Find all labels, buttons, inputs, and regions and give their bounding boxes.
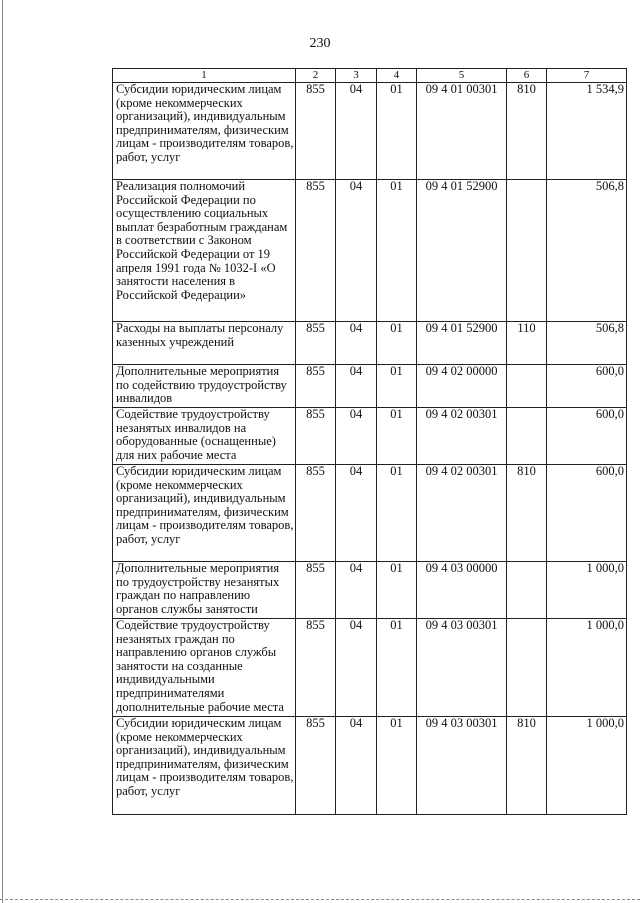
rz-cell: 04 <box>336 83 377 180</box>
gr-cell: 855 <box>296 619 336 717</box>
table-row <box>113 465 627 562</box>
pr-cell: 01 <box>377 83 417 180</box>
budget-table <box>112 68 627 815</box>
rz-cell: 04 <box>336 465 377 562</box>
expense-name-cell: Субсидии юридическим лицам (кроме некоммерческих организаций), индивидуальным предпринимателям, физическим лицам - производителям товаров, работ, услуг <box>113 717 296 815</box>
vr-cell: 810 <box>507 465 547 562</box>
pr-cell: 01 <box>377 408 417 465</box>
gr-cell: 855 <box>296 717 336 815</box>
expense-name-cell: Расходы на выплаты персоналу казенных учреждений <box>113 322 296 365</box>
expense-name-cell: Содействие трудоустройству незанятых инвалидов на оборудованные (оснащенные) для них рабочие места <box>113 408 296 465</box>
vr-cell <box>507 180 547 322</box>
amount-cell: 1 000,0 <box>547 717 627 815</box>
column-header: 4 <box>377 69 417 83</box>
table-row <box>113 408 627 465</box>
expense-name-cell: Дополнительные мероприятия по трудоустройству незанятых граждан по направлению органов службы занятости <box>113 562 296 619</box>
column-header: 5 <box>417 69 507 83</box>
vr-cell: 110 <box>507 322 547 365</box>
column-header: 7 <box>547 69 627 83</box>
rz-cell: 04 <box>336 180 377 322</box>
pr-cell: 01 <box>377 619 417 717</box>
column-header: 3 <box>336 69 377 83</box>
gr-cell: 855 <box>296 83 336 180</box>
csr-cell: 09 4 02 00301 <box>417 408 507 465</box>
expense-name-cell: Субсидии юридическим лицам (кроме некоммерческих организаций), индивидуальным предпринимателям, физическим лицам - производителям товаров, работ, услуг <box>113 465 296 562</box>
column-header: 6 <box>507 69 547 83</box>
gr-cell: 855 <box>296 365 336 408</box>
vr-cell <box>507 408 547 465</box>
vr-cell <box>507 562 547 619</box>
pr-cell: 01 <box>377 322 417 365</box>
expense-name-cell: Дополнительные мероприятия по содействию трудоустройству инвалидов <box>113 365 296 408</box>
table-row <box>113 365 627 408</box>
gr-cell: 855 <box>296 180 336 322</box>
table-row <box>113 619 627 717</box>
vr-cell <box>507 365 547 408</box>
expense-name-cell: Субсидии юридическим лицам (кроме некоммерческих организаций), индивидуальным предпринимателям, физическим лицам - производителям товаров, работ, услуг <box>113 83 296 180</box>
pr-cell: 01 <box>377 465 417 562</box>
amount-cell: 600,0 <box>547 408 627 465</box>
csr-cell: 09 4 02 00301 <box>417 465 507 562</box>
csr-cell: 09 4 02 00000 <box>417 365 507 408</box>
amount-cell: 506,8 <box>547 180 627 322</box>
rz-cell: 04 <box>336 562 377 619</box>
expense-name-cell: Реализация полномочий Российской Федерации по осуществлению социальных выплат безработным гражданам в соответствии с Законом Российской Федерации от 19 апреля 1991 года № 1032-I «О занятости населения в Российской Федерации» <box>113 180 296 322</box>
amount-cell: 1 000,0 <box>547 619 627 717</box>
scan-bottom-edge <box>0 899 640 901</box>
expense-name-cell: Содействие трудоустройству незанятых граждан по направлению органов службы занятости на созданные индивидуальными предпринимателями дополнительные рабочие места <box>113 619 296 717</box>
csr-cell: 09 4 03 00000 <box>417 562 507 619</box>
pr-cell: 01 <box>377 365 417 408</box>
amount-cell: 1 534,9 <box>547 83 627 180</box>
csr-cell: 09 4 01 52900 <box>417 322 507 365</box>
csr-cell: 09 4 03 00301 <box>417 717 507 815</box>
gr-cell: 855 <box>296 465 336 562</box>
column-header: 2 <box>296 69 336 83</box>
gr-cell: 855 <box>296 562 336 619</box>
amount-cell: 600,0 <box>547 365 627 408</box>
table-row <box>113 322 627 365</box>
table-row <box>113 180 627 322</box>
vr-cell: 810 <box>507 717 547 815</box>
rz-cell: 04 <box>336 365 377 408</box>
vr-cell: 810 <box>507 83 547 180</box>
column-header: 1 <box>113 69 296 83</box>
gr-cell: 855 <box>296 408 336 465</box>
amount-cell: 1 000,0 <box>547 562 627 619</box>
header-row <box>113 69 627 83</box>
rz-cell: 04 <box>336 408 377 465</box>
table-row <box>113 717 627 815</box>
rz-cell: 04 <box>336 322 377 365</box>
csr-cell: 09 4 01 00301 <box>417 83 507 180</box>
rz-cell: 04 <box>336 717 377 815</box>
csr-cell: 09 4 03 00301 <box>417 619 507 717</box>
amount-cell: 506,8 <box>547 322 627 365</box>
vr-cell <box>507 619 547 717</box>
pr-cell: 01 <box>377 717 417 815</box>
table-row <box>113 562 627 619</box>
pr-cell: 01 <box>377 562 417 619</box>
gr-cell: 855 <box>296 322 336 365</box>
table-row <box>113 83 627 180</box>
csr-cell: 09 4 01 52900 <box>417 180 507 322</box>
rz-cell: 04 <box>336 619 377 717</box>
pr-cell: 01 <box>377 180 417 322</box>
scan-left-edge <box>2 0 3 903</box>
amount-cell: 600,0 <box>547 465 627 562</box>
page-number: 230 <box>309 36 331 51</box>
